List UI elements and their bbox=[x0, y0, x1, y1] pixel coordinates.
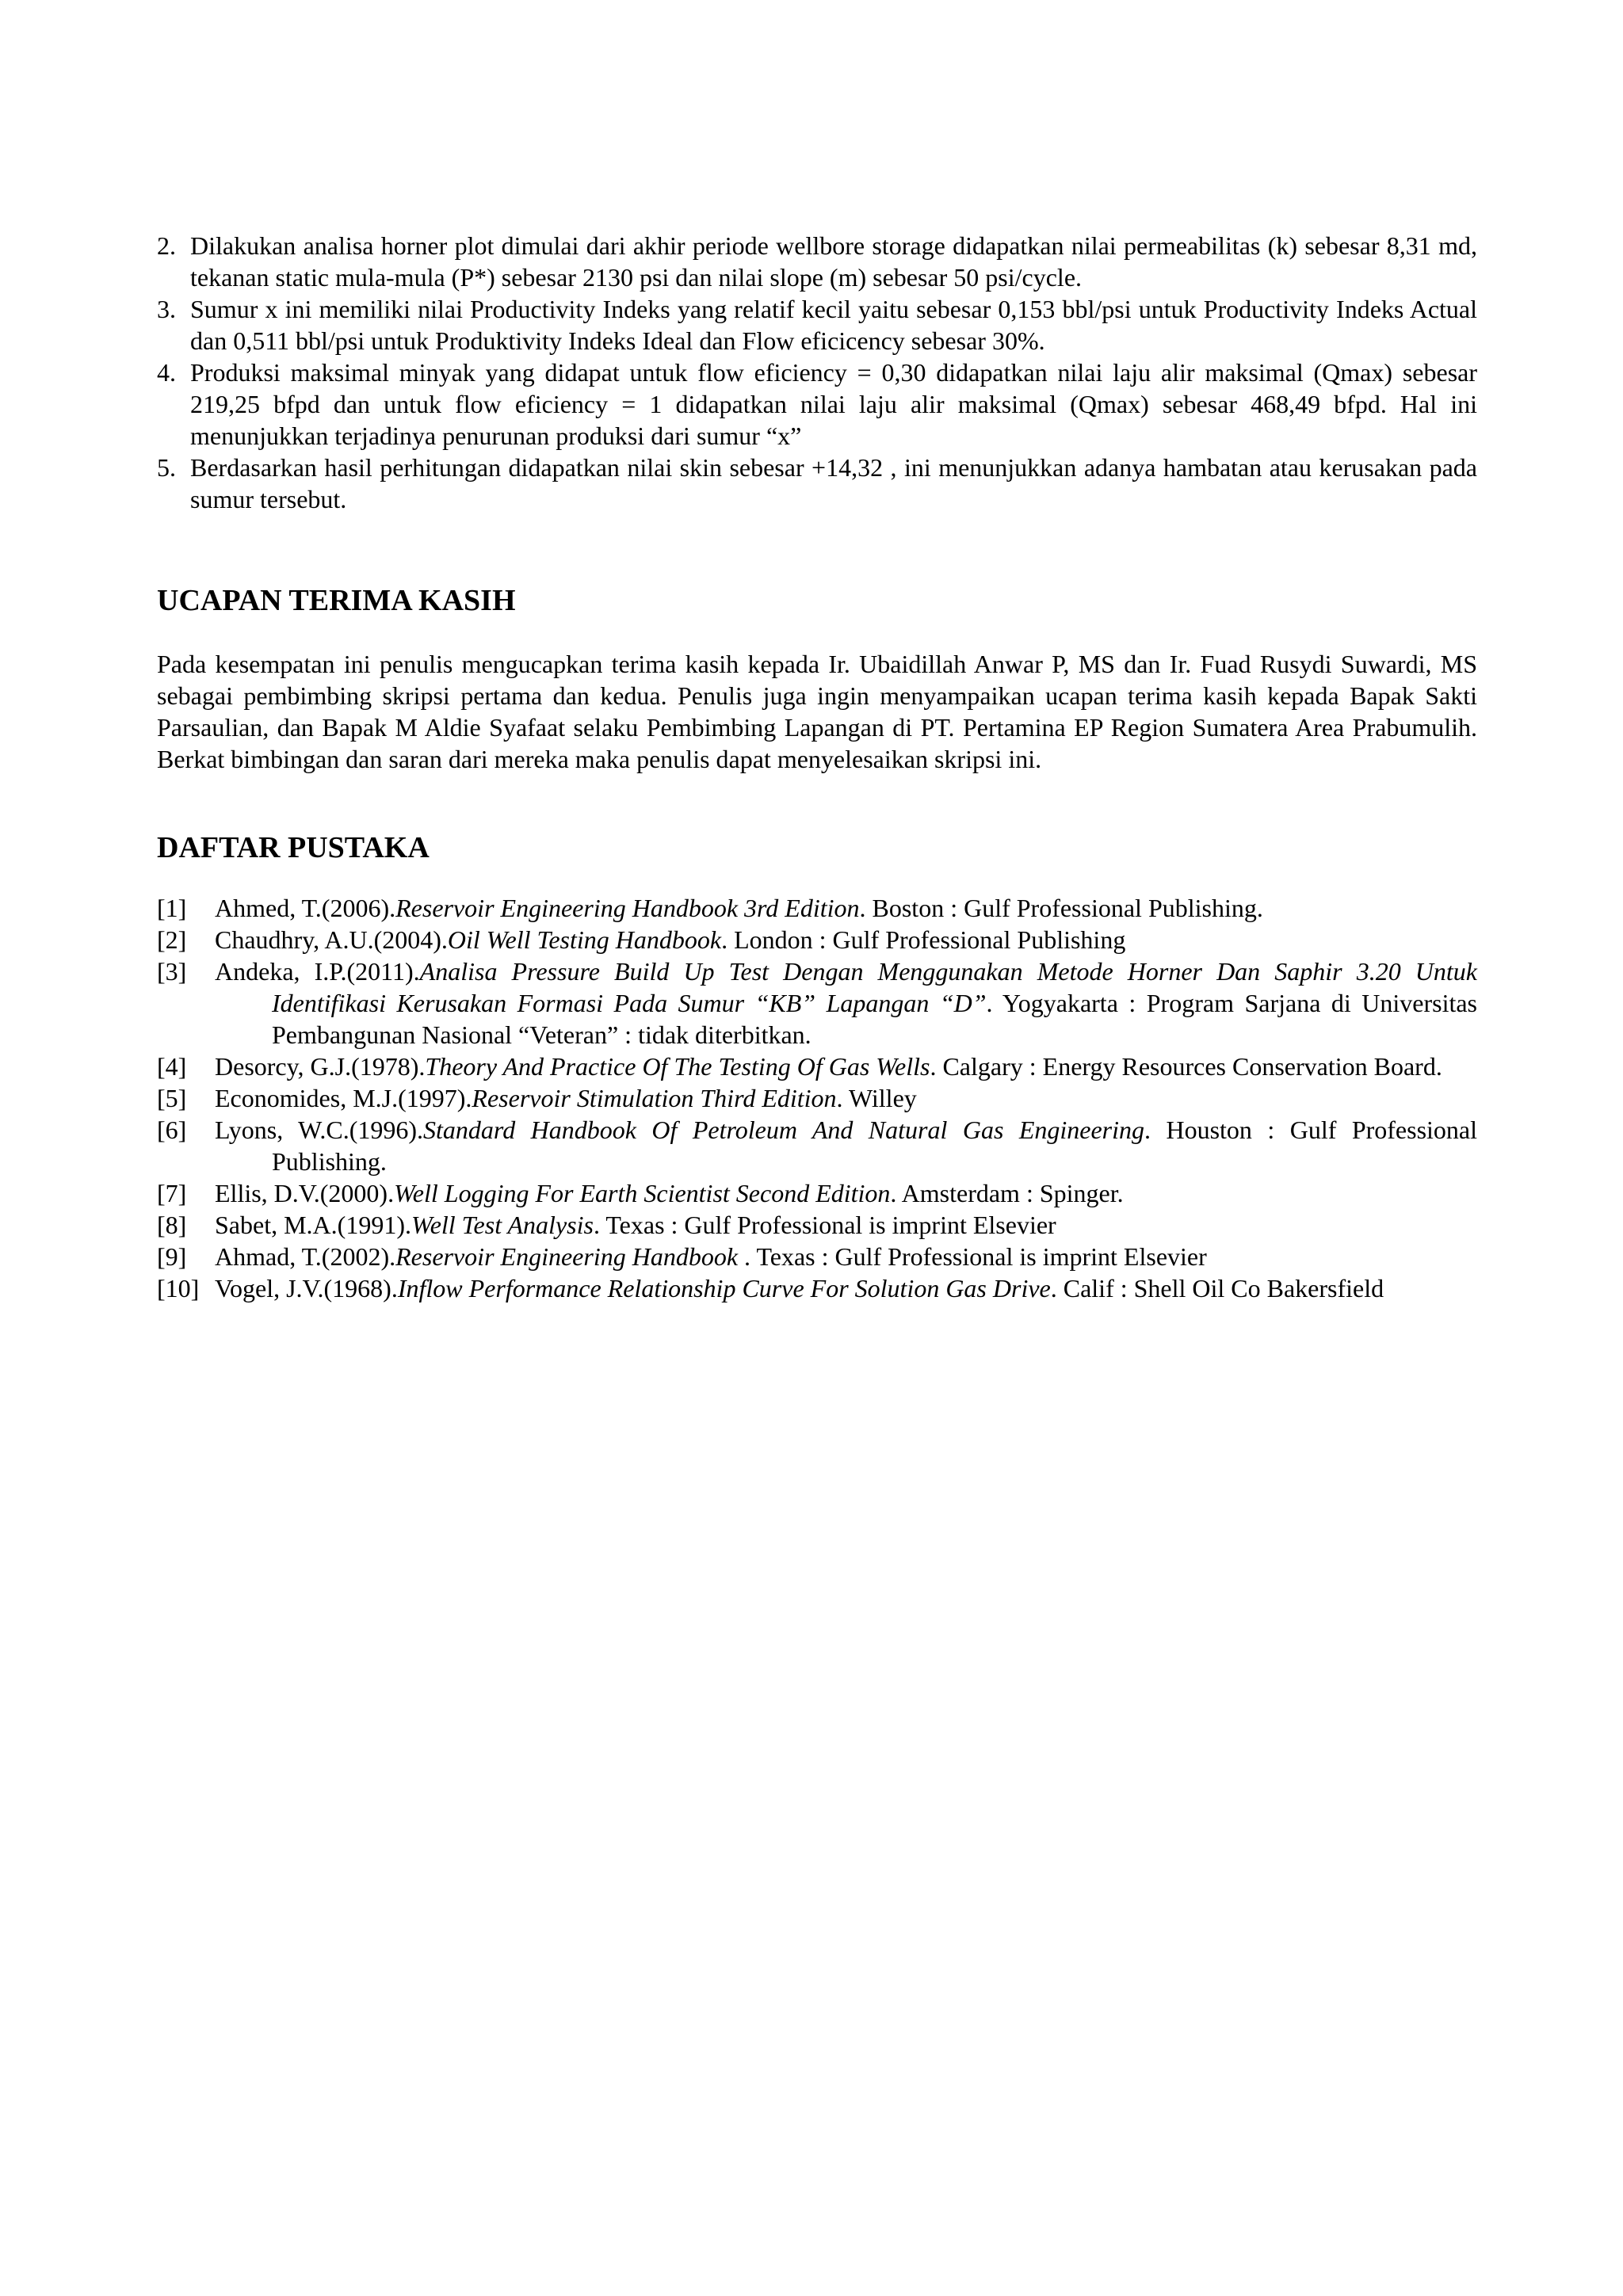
reference-title: Oil Well Testing Handbook bbox=[447, 925, 722, 954]
reference-item: [3] Andeka, I.P.(2011).Analisa Pressure Build Up Test Dengan Menggunakan Metode Horner Dan Saphir 3.20 Untuk Identifikasi Kerusakan Formasi Pada Sumur “KB” Lapangan “D”. Yogyakarta : Program Sarjana di Universitas Pembangunan Nasional “Veteran” : tidak diterbitkan. bbox=[157, 957, 1478, 1049]
acknowledgement-heading: UCAPAN TERIMA KASIH bbox=[157, 584, 516, 617]
reference-item: [4] Desorcy, G.J.(1978).Theory And Practice Of The Testing Of Gas Wells. Calgary : Energy Resources Conservation Board. bbox=[157, 1052, 1442, 1081]
reference-item: [8] Sabet, M.A.(1991).Well Test Analysis. Texas : Gulf Professional is imprint Elsevier bbox=[157, 1211, 1056, 1239]
reference-title: Reservoir Stimulation Third Edition bbox=[472, 1084, 837, 1112]
list-item: 4. Produksi maksimal minyak yang didapat untuk flow eficiency = 0,30 didapatkan nilai laju alir maksimal (Qmax) sebesar 219,25 bfpd dan untuk flow eficiency = 1 didapatkan nilai laju alir maksimal (Qmax) sebesar 468,49 bfpd. Hal ini menunjukkan terjadinya penurunan produksi dari sumur “x” bbox=[157, 358, 1477, 450]
reference-item: [10] Vogel, J.V.(1968).Inflow Performance Relationship Curve For Solution Gas Drive. Calif : Shell Oil Co Bakersfield bbox=[157, 1274, 1384, 1302]
reference-title: Theory And Practice Of The Testing Of Gas Wells bbox=[425, 1052, 930, 1081]
reference-title: Reservoir Engineering Handbook bbox=[395, 1242, 739, 1271]
reference-title: Standard Handbook Of Petroleum And Natural Gas Engineering bbox=[423, 1116, 1145, 1144]
reference-title: Well Test Analysis bbox=[411, 1211, 594, 1239]
reference-title: Reservoir Engineering Handbook 3rd Edition bbox=[395, 894, 860, 922]
reference-title: Well Logging For Earth Scientist Second Edition bbox=[394, 1179, 891, 1207]
document-page bbox=[157, 230, 1477, 1304]
conclusions-list bbox=[157, 230, 1477, 515]
list-item: 5. Berdasarkan hasil perhitungan didapatkan nilai skin sebesar +14,32 , ini menunjukkan adanya hambatan atau kerusakan pada sumur tersebut. bbox=[157, 453, 1477, 513]
reference-item: [7] Ellis, D.V.(2000).Well Logging For Earth Scientist Second Edition. Amsterdam : Spinger. bbox=[157, 1179, 1124, 1207]
reference-item: [6] Lyons, W.C.(1996).Standard Handbook Of Petroleum And Natural Gas Engineering. Houston : Gulf Professional Publishing. bbox=[157, 1116, 1478, 1176]
reference-item: [2] Chaudhry, A.U.(2004).Oil Well Testing Handbook. London : Gulf Professional Publishing bbox=[157, 925, 1126, 954]
reference-title: Analisa Pressure Build Up Test Dengan Menggunakan Metode Horner Dan Saphir 3.20 Untuk Identifikasi Kerusakan Formasi Pada Sumur “KB” Lapangan “D” bbox=[272, 957, 1478, 1017]
reference-item: [1] Ahmed, T.(2006).Reservoir Engineering Handbook 3rd Edition. Boston : Gulf Professional Publishing. bbox=[157, 894, 1263, 922]
references-heading: DAFTAR PUSTAKA bbox=[157, 831, 430, 864]
reference-title: Inflow Performance Relationship Curve For Solution Gas Drive bbox=[397, 1274, 1051, 1302]
reference-list bbox=[157, 892, 1477, 1304]
list-item: 2. Dilakukan analisa horner plot dimulai dari akhir periode wellbore storage didapatkan nilai permeabilitas (k) sebesar 8,31 md, tekanan static mula-mula (P*) sebesar 2130 psi dan nilai slope (m) sebesar 50 psi/cycle. bbox=[157, 231, 1477, 292]
list-item: 3. Sumur x ini memiliki nilai Productivity Indeks yang relatif kecil yaitu sebesar 0,153 bbl/psi untuk Productivity Indeks Actual dan 0,511 bbl/psi untuk Produktivity Indeks Ideal dan Flow eficicency sebesar 30%. bbox=[157, 295, 1477, 355]
reference-item: [9] Ahmad, T.(2002).Reservoir Engineering Handbook . Texas : Gulf Professional is imprint Elsevier bbox=[157, 1242, 1207, 1271]
acknowledgement-text: Pada kesempatan ini penulis mengucapkan terima kasih kepada Ir. Ubaidillah Anwar P, MS dan Ir. Fuad Rusydi Suwardi, MS sebagai pembimbing skripsi pertama dan kedua. Penulis juga ingin menyampaikan ucapan terima kasih kepada Bapak Sakti Parsaulian, dan Bapak M Aldie Syafaat selaku Pembimbing Lapangan di PT. Pertamina EP Region Sumatera Area Prabumulih. Berkat bimbingan dan saran dari mereka maka penulis dapat menyelesaikan skripsi ini. bbox=[157, 650, 1477, 773]
reference-item: [5] Economides, M.J.(1997).Reservoir Stimulation Third Edition. Willey bbox=[157, 1084, 917, 1112]
